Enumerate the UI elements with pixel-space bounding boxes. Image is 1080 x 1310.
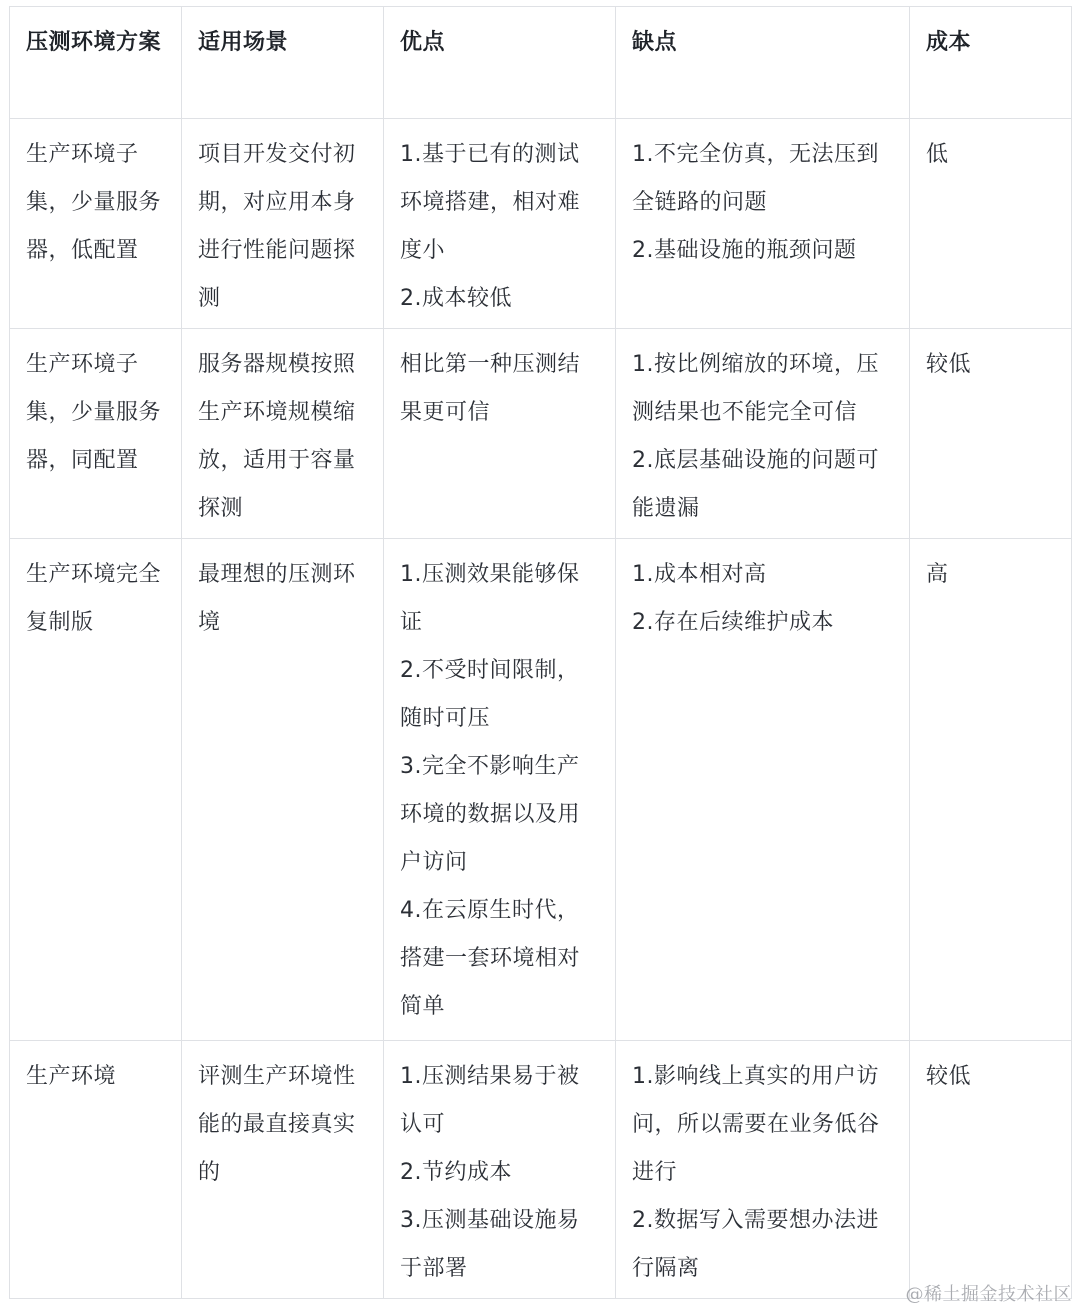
cell-cons — [616, 539, 910, 1041]
header-cons: 缺点 — [616, 7, 910, 119]
cell-cost: 高 — [910, 539, 1072, 1041]
cons-item: 2.存在后续维护成本 — [632, 610, 834, 635]
cell-cost: 较低 — [910, 1041, 1072, 1299]
cell-pros — [384, 1041, 616, 1299]
watermark-text: @稀土掘金技术社区 — [905, 1284, 1072, 1305]
pros-item: 3.完全不影响生产环境的数据以及用户访问 — [400, 754, 581, 875]
table-row — [10, 119, 1072, 329]
cell-pros — [384, 539, 616, 1041]
cell-plan: 生产环境子集，少量服务器，低配置 — [10, 119, 182, 329]
cell-cons — [616, 1041, 910, 1299]
pros-item: 2.节约成本 — [400, 1160, 512, 1185]
cell-pros — [384, 119, 616, 329]
header-pros: 优点 — [384, 7, 616, 119]
cell-scene: 项目开发交付初期，对应用本身进行性能问题探测 — [182, 119, 384, 329]
pros-item: 1.压测结果易于被认可 — [400, 1064, 580, 1137]
cons-item: 2.基础设施的瓶颈问题 — [632, 238, 857, 263]
pros-item: 3.压测基础设施易于部署 — [400, 1208, 580, 1281]
table-row — [10, 539, 1072, 1041]
header-cost: 成本 — [910, 7, 1072, 119]
cell-cost: 低 — [910, 119, 1072, 329]
table-row — [10, 1041, 1072, 1299]
pros-item: 2.不受时间限制，随时可压 — [400, 658, 580, 731]
cell-scene: 评测生产环境性能的最直接真实的 — [182, 1041, 384, 1299]
cons-item: 1.影响线上真实的用户访问，所以需要在业务低谷进行 — [632, 1064, 880, 1185]
cell-scene: 最理想的压测环境 — [182, 539, 384, 1041]
header-scene: 适用场景 — [182, 7, 384, 119]
cons-item: 1.不完全仿真，无法压到全链路的问题 — [632, 142, 879, 215]
cell-cost: 较低 — [910, 329, 1072, 539]
cell-pros — [384, 329, 616, 539]
cell-cons — [616, 329, 910, 539]
header-plan: 压测环境方案 — [10, 7, 182, 119]
comparison-table-container — [9, 6, 1071, 1299]
cell-scene: 服务器规模按照生产环境规模缩放，适用于容量探测 — [182, 329, 384, 539]
cell-plan: 生产环境 — [10, 1041, 182, 1299]
pros-item: 1.基于已有的测试环境搭建，相对难度小 — [400, 142, 581, 263]
cons-item: 1.按比例缩放的环境，压测结果也不能完全可信 — [632, 352, 879, 425]
table-header-row — [10, 7, 1072, 119]
cons-item: 2.数据写入需要想办法进行隔离 — [632, 1208, 879, 1281]
stress-test-environment-table — [9, 6, 1072, 1299]
pros-item: 2.成本较低 — [400, 286, 512, 311]
pros-item: 1.压测效果能够保证 — [400, 562, 580, 635]
pros-item: 4.在云原生时代，搭建一套环境相对简单 — [400, 898, 581, 1019]
pros-item: 相比第一种压测结果更可信 — [400, 352, 581, 425]
table-row — [10, 329, 1072, 539]
cell-plan: 生产环境子集，少量服务器，同配置 — [10, 329, 182, 539]
cons-item: 2.底层基础设施的问题可能遗漏 — [632, 448, 879, 521]
cell-cons — [616, 119, 910, 329]
cons-item: 1.成本相对高 — [632, 562, 767, 587]
cell-plan: 生产环境完全复制版 — [10, 539, 182, 1041]
